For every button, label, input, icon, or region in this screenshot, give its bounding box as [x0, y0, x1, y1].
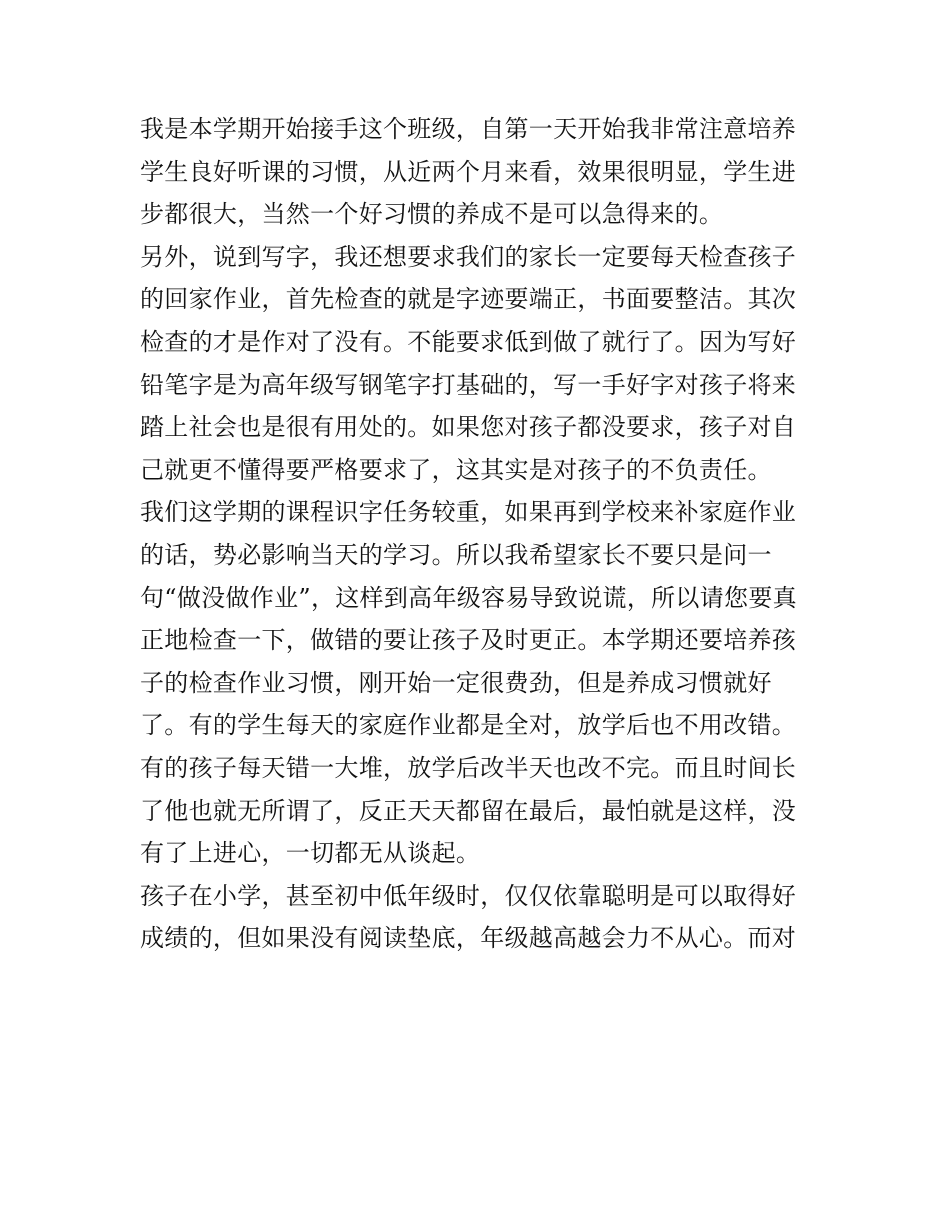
- text-line: 检查的才是作对了没有。不能要求低到做了就行了。因为写好: [140, 327, 797, 356]
- text-line: 有的孩子每天错一大堆，放学后改半天也改不完。而且时间长: [140, 753, 797, 782]
- body-text: [140, 108, 820, 960]
- text-line: 步都很大，当然一个好习惯的养成不是可以急得来的。: [140, 200, 724, 229]
- text-line: 另外，说到写字，我还想要求我们的家长一定要每天检查孩子: [140, 242, 797, 271]
- text-line: 了他也就无所谓了，反正天天都留在最后，最怕就是这样，没: [140, 796, 797, 825]
- text-line: 子的检查作业习惯，刚开始一定很费劲，但是养成习惯就好: [140, 668, 772, 697]
- text-line: 己就更不懂得要严格要求了，这其实是对孩子的不负责任。: [140, 455, 772, 484]
- text-line: 正地检查一下，做错的要让孩子及时更正。本学期还要培养孩: [140, 626, 797, 655]
- text-line: 了。有的学生每天的家庭作业都是全对，放学后也不用改错。: [140, 711, 797, 740]
- text-line: 学生良好听课的习惯，从近两个月来看，效果很明显，学生进: [140, 157, 797, 186]
- text-line: 句“做没做作业”，这样到高年级容易导致说谎，所以请您要真: [140, 583, 797, 612]
- text-line: 我们这学期的课程识字任务较重，如果再到学校来补家庭作业: [140, 498, 797, 527]
- text-line: 的回家作业，首先检查的就是字迹要端正，书面要整洁。其次: [140, 285, 797, 314]
- text-line: 有了上进心，一切都无从谈起。: [140, 839, 481, 868]
- text-line: 成绩的，但如果没有阅读垫底，年级越高越会力不从心。而对: [140, 924, 797, 953]
- text-line: 的话，势必影响当天的学习。所以我希望家长不要只是问一: [140, 540, 772, 569]
- text-line: 踏上社会也是很有用处的。如果您对孩子都没要求，孩子对自: [140, 413, 797, 442]
- text-line: 我是本学期开始接手这个班级，自第一天开始我非常注意培养: [140, 115, 797, 143]
- text-line: 铅笔字是为高年级写钢笔字打基础的，写一手好字对孩子将来: [140, 370, 797, 399]
- text-line: 孩子在小学，甚至初中低年级时，仅仅依靠聪明是可以取得好: [140, 881, 797, 910]
